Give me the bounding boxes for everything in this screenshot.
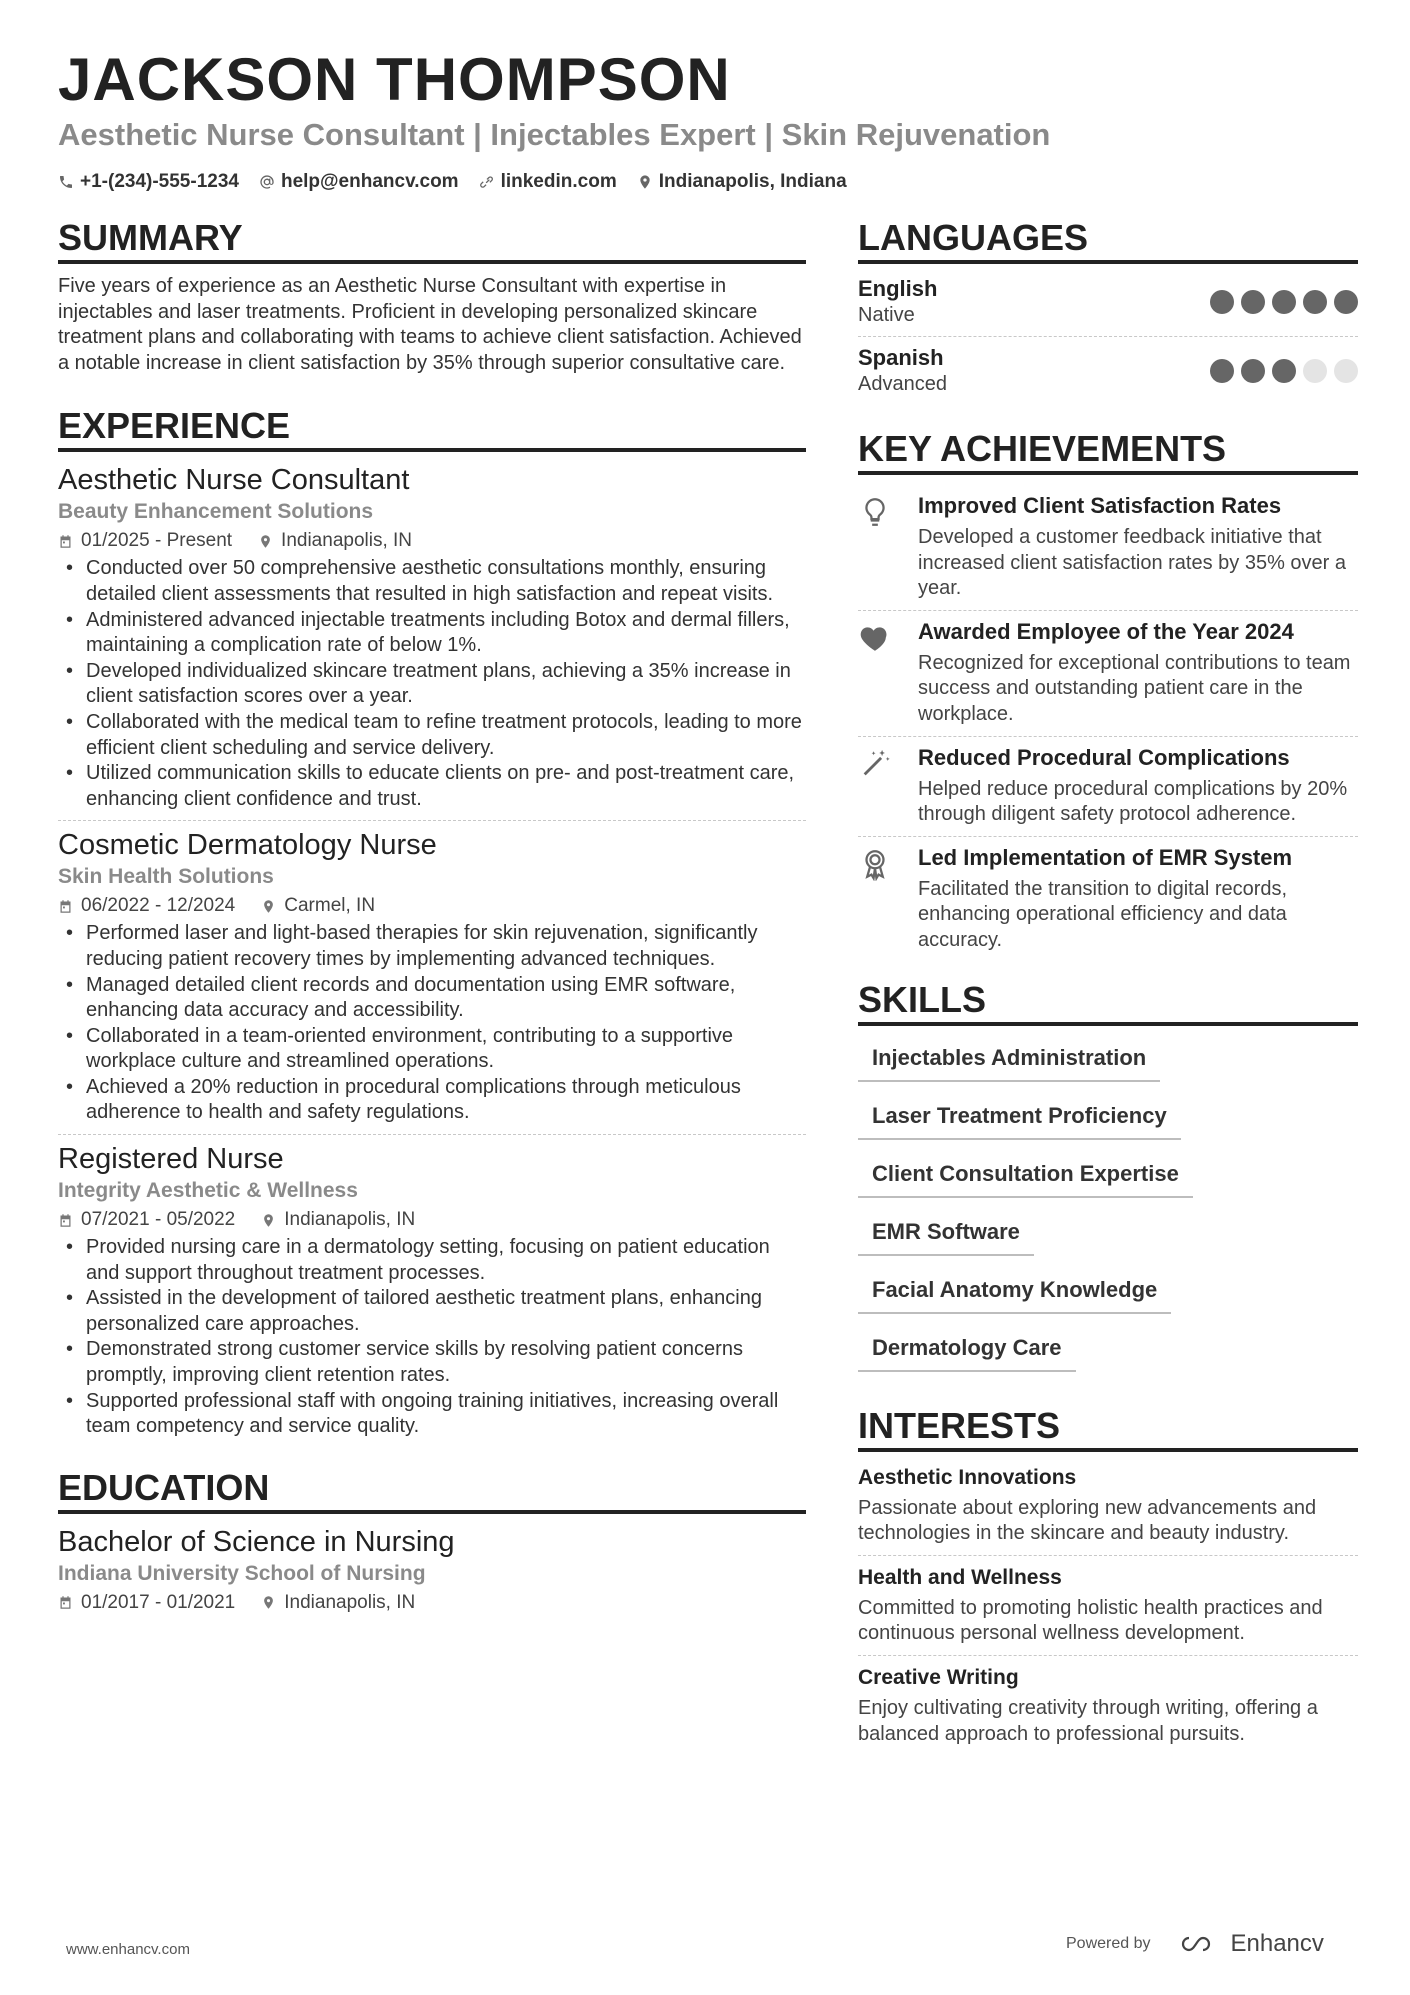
job-dates-text: 07/2021 - 05/2022 [81,1209,236,1231]
achievement-body [918,843,1358,954]
job-dates-text: 06/2022 - 12/2024 [81,895,236,917]
phone-icon [58,174,74,190]
right-column [858,218,1358,1755]
rating-dot-empty [1334,359,1358,383]
job-bullet: • Collaborated with the medical team to refine treatment protocols, leading to more efficient client scheduling and service delivery. [58,710,806,761]
language-item [858,274,1358,336]
calendar-icon [58,534,73,549]
education-school: Indiana University School of Nursing [58,1561,426,1585]
footer-website[interactable]: www.enhancv.com [66,1941,190,1958]
summary-title: SUMMARY [58,218,806,264]
location-icon [261,899,276,914]
job-bullet: • Achieved a 20% reduction in procedural complications through meticulous adherence to health and safety regulations. [58,1075,806,1126]
language-rating [1203,359,1358,383]
rating-dot-filled [1272,290,1296,314]
job-company: Integrity Aesthetic & Wellness [58,1179,358,1203]
language-rating [1203,290,1358,314]
job-bullet: • Collaborated in a team-oriented environment, contributing to a supportive workplace culture and streamlined operations. [58,1024,806,1075]
magic-wand-icon [858,747,892,781]
achievement-item [858,836,1358,962]
job-bullet: • Utilized communication skills to educate clients on pre- and post-treatment care, enhancing client confidence and trust. [58,761,806,812]
job-location-text: Carmel, IN [284,895,376,917]
language-item [858,336,1358,405]
interest-title: Health and Wellness [858,1565,1062,1589]
job-entry [58,462,806,820]
contact-email[interactable] [259,171,459,193]
job-bullet: • Managed detailed client records and documentation using EMR software, enhancing data accuracy and accessibility. [58,973,806,1024]
contact-location-text: Indianapolis, Indiana [658,171,847,192]
calendar-icon [58,899,73,914]
job-bullets [58,921,806,1126]
skills-list [858,1036,1358,1386]
interest-title: Aesthetic Innovations [858,1465,1077,1489]
link-icon [479,174,495,190]
education-degree: Bachelor of Science in Nursing [58,1525,455,1558]
left-column [58,218,806,1626]
job-location-text: Indianapolis, IN [281,530,413,552]
interest-desc: Committed to promoting holistic health practices and continuous personal wellness development. [858,1596,1323,1645]
rating-dot-empty [1303,359,1327,383]
languages-title: LANGUAGES [858,218,1358,264]
achievement-icon-wrap [858,491,918,602]
location-icon [637,174,653,190]
job-bullet: • Assisted in the development of tailored aesthetic treatment plans, enhancing personalized care approaches. [58,1286,806,1337]
rating-dot-filled [1241,359,1265,383]
powered-by-label: Powered by [1066,1935,1151,1952]
languages-section [858,218,1358,405]
job-entry [58,820,806,1134]
job-location-text: Indianapolis, IN [284,1209,416,1231]
achievements-section [858,429,1358,962]
language-name: English [858,276,938,301]
location-icon [261,1595,276,1610]
language-level: Native [858,304,915,326]
skill-tag: Injectables Administration [858,1038,1160,1082]
job-bullet: • Supported professional staff with ongoing training initiatives, increasing overall team competency and service quality. [58,1389,806,1440]
job-location [261,891,375,921]
summary-section [58,218,806,376]
education-dates [58,1588,235,1618]
achievement-icon-wrap [858,617,918,728]
achievement-icon-wrap [858,743,918,828]
skill-tag: Dermatology Care [858,1328,1076,1372]
skill-tag: EMR Software [858,1212,1034,1256]
education-dates-text: 01/2017 - 01/2021 [81,1591,236,1613]
heart-icon [858,621,892,655]
education-entry [58,1524,806,1626]
interest-item [858,1462,1358,1555]
job-bullets [58,556,806,812]
job-dates [58,1205,235,1235]
job-meta [58,1205,806,1235]
achievement-item [858,736,1358,836]
interest-title: Creative Writing [858,1665,1019,1689]
summary-text: Five years of experience as an Aesthetic Nurse Consultant with expertise in injectables and laser treatments. Proficient in developing personalized skincare treatment plans and collaborating with teams to achieve client satisfaction. Achieved a notable increase in client satisfaction by 35% through superior consultative care. [58,275,802,374]
language-info [858,345,947,397]
rating-dot-filled [1210,290,1234,314]
achievement-icon-wrap [858,843,918,954]
interest-desc: Passionate about exploring new advancements and technologies in the skincare and beauty industry. [858,1496,1317,1545]
interest-item [858,1655,1358,1755]
rating-dot-filled [1272,359,1296,383]
job-dates [58,526,232,556]
achievement-item [858,610,1358,736]
education-meta [58,1588,806,1618]
achievement-title: Reduced Procedural Complications [918,744,1290,770]
job-location [258,526,412,556]
contact-phone[interactable] [58,171,239,193]
job-bullet: • Conducted over 50 comprehensive aesthetic consultations monthly, ensuring detailed client assessments that resulted in high satisfaction and repeat visits. [58,556,806,607]
contact-linkedin-text: linkedin.com [500,171,617,192]
job-dates-text: 01/2025 - Present [81,530,233,552]
skills-section [858,980,1358,1386]
job-location [261,1205,415,1235]
interest-item [858,1555,1358,1655]
candidate-name: JACKSON THOMPSON [58,46,731,113]
job-meta [58,526,806,556]
at-icon [259,174,275,190]
contact-location [637,171,847,193]
achievement-desc: Recognized for exceptional contributions to team success and outstanding patient care in the workplace. [918,651,1351,725]
interests-title: INTERESTS [858,1406,1358,1452]
education-title: EDUCATION [58,1468,806,1514]
contact-linkedin[interactable] [479,171,617,193]
award-ribbon-icon [858,847,892,881]
experience-section [58,406,806,1447]
rating-dot-filled [1334,290,1358,314]
brand-name: Enhancv [1230,1930,1324,1957]
language-level: Advanced [858,373,947,395]
job-entry [58,1134,806,1448]
achievements-title: KEY ACHIEVEMENTS [858,429,1358,475]
language-info [858,276,937,328]
location-icon [261,1213,276,1228]
skill-tag: Facial Anatomy Knowledge [858,1270,1171,1314]
achievement-item [858,485,1358,610]
rating-dot-filled [1210,359,1234,383]
education-section [58,1468,806,1626]
achievement-title: Awarded Employee of the Year 2024 [918,618,1294,644]
job-meta [58,891,806,921]
achievement-body [918,617,1358,728]
enhancv-logo-icon [1177,1932,1223,1956]
job-title: Aesthetic Nurse Consultant [58,464,410,497]
job-title: Cosmetic Dermatology Nurse [58,829,437,862]
achievement-title: Improved Client Satisfaction Rates [918,493,1282,518]
interests-section [858,1406,1358,1756]
contact-bar [58,170,867,194]
job-bullet: • Provided nursing care in a dermatology setting, focusing on patient education and support throughout treatment processes. [58,1235,806,1286]
language-name: Spanish [858,345,944,370]
calendar-icon [58,1595,73,1610]
job-bullet: • Developed individualized skincare treatment plans, achieving a 35% increase in client satisfaction scores over a year. [58,659,806,710]
brand-logo[interactable] [1177,1930,1324,1958]
experience-title: EXPERIENCE [58,406,806,452]
achievement-desc: Developed a customer feedback initiative that increased client satisfaction rates by 35% over a year. [918,526,1346,600]
skills-title: SKILLS [858,980,1358,1026]
job-dates [58,891,235,921]
achievement-desc: Helped reduce procedural complications by 20% through diligent safety protocol adherence. [918,777,1348,826]
rating-dot-filled [1303,290,1327,314]
rating-dot-filled [1241,290,1265,314]
education-location [261,1588,415,1618]
contact-phone-text: +1-(234)-555-1234 [80,171,239,192]
location-icon [258,534,273,549]
skill-tag: Client Consultation Expertise [858,1154,1193,1198]
footer-powered [1066,1930,1324,1958]
calendar-icon [58,1213,73,1228]
job-bullet: • Performed laser and light-based therapies for skin rejuvenation, significantly reducing patient recovery times by implementing advanced techniques. [58,921,806,972]
achievement-desc: Facilitated the transition to digital records, enhancing operational efficiency and data accuracy. [918,877,1288,951]
job-bullet: • Demonstrated strong customer service skills by resolving patient concerns promptly, improving client retention rates. [58,1337,806,1388]
candidate-headline: Aesthetic Nurse Consultant | Injectables Expert | Skin Rejuvenation [58,117,1051,152]
achievement-body [918,491,1358,602]
interest-desc: Enjoy cultivating creativity through writing, offering a balanced approach to professional pursuits. [858,1696,1318,1745]
job-company: Beauty Enhancement Solutions [58,500,374,524]
achievement-body [918,743,1358,828]
lightbulb-icon [858,495,892,529]
contact-email-text: help@enhancv.com [280,171,459,192]
education-location-text: Indianapolis, IN [284,1591,416,1613]
job-title: Registered Nurse [58,1143,284,1176]
achievement-title: Led Implementation of EMR System [918,844,1293,870]
job-bullets [58,1235,806,1440]
skill-tag: Laser Treatment Proficiency [858,1096,1181,1140]
job-bullet: • Administered advanced injectable treatments including Botox and dermal fillers, maintaining a complication rate of below 1%. [58,608,806,659]
job-company: Skin Health Solutions [58,865,274,889]
